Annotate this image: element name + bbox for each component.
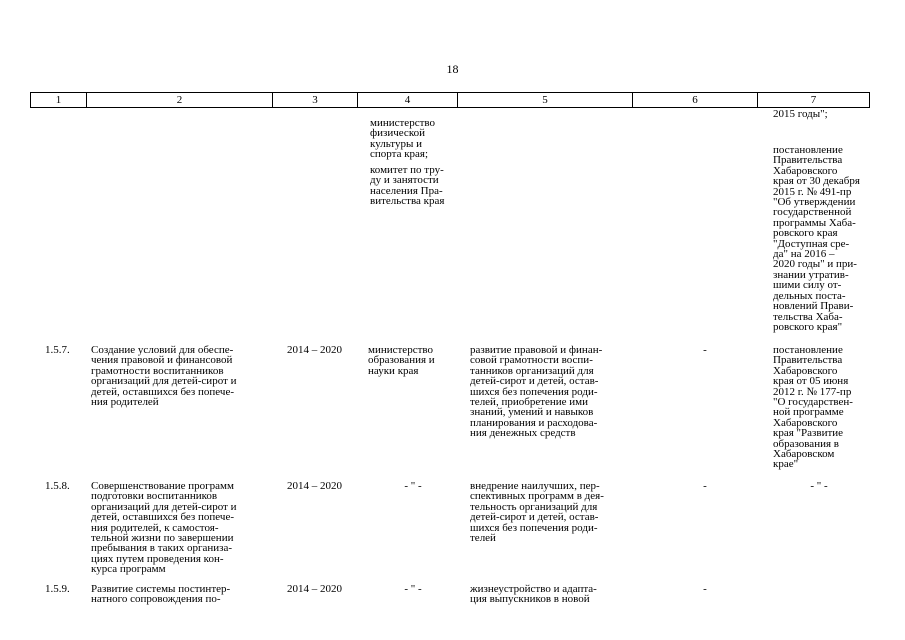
- row-name: Развитие системы постинтер- натного сопровождения по-: [91, 583, 231, 606]
- row-executor: - " -: [404, 583, 422, 595]
- row-executor: - " -: [404, 480, 422, 492]
- header-col-1: 1: [31, 93, 87, 107]
- table-header-row: [30, 92, 870, 108]
- header-col-2: 2: [87, 93, 273, 107]
- row-number: 1.5.7.: [45, 344, 70, 356]
- row-number: 1.5.8.: [45, 480, 70, 492]
- row-period: 2014 – 2020: [287, 583, 342, 595]
- row-basis: - " -: [810, 480, 828, 492]
- row-col6: -: [703, 344, 707, 356]
- row-name: Создание условий для обеспе- чения правовой и финансовой грамотности воспитанников организаций для детей-сирот и детей, оставшихся без попече- ния родителей: [91, 344, 237, 409]
- header-col-3: 3: [273, 93, 358, 107]
- executor-continued-2: комитет по тру- ду и занятости населения Пра- вительства края: [370, 164, 445, 208]
- row-result: развитие правовой и финан- совой грамотности воспи- танников организаций для детей-сирот и детей, остав- шихся без попечения роди- телей, приобретение ими знаний, умений и навыков планирования и расходова- ния денежных средств: [470, 344, 603, 440]
- row-col6: -: [703, 583, 707, 595]
- page-number: 18: [446, 62, 459, 76]
- basis-continued-1: 2015 годы";: [773, 108, 828, 120]
- row-result: внедрение наилучших, пер- спективных программ в дея- тельность организаций для детей-сирот и детей, остав- шихся без попечения роди- телей: [470, 480, 604, 545]
- header-col-7: 7: [810, 94, 817, 106]
- row-period: 2014 – 2020: [287, 344, 342, 356]
- row-name: Совершенствование программ подготовки воспитанников организаций для детей-сирот и детей, оставшихся без попече- ния родителей, к самостоя- тельной жизни по завершении пребывания в таких организа- циях путем проведения кон- курса программ: [91, 480, 237, 576]
- header-col-5: 5: [458, 93, 633, 107]
- row-number: 1.5.9.: [45, 583, 70, 595]
- executor-continued-1: министерство физической культуры и спорта края;: [370, 117, 436, 161]
- row-executor: министерство образования и науки края: [368, 344, 435, 377]
- header-col-6: 6: [633, 93, 758, 107]
- header-col-4: 4: [358, 93, 458, 107]
- row-col6: -: [703, 480, 707, 492]
- basis-continued-2: постановление Правительства Хабаровского края от 30 декабря 2015 г. № 491-пр "Об утверждении государственной программы Хаба- ровского края "Доступная сре- да" на 2016 – 2020 годы" и при- знании утратив- шими силу от- дельных поста- новлений Прави- тельства Хаба- ровского края": [773, 144, 860, 333]
- row-basis: постановление Правительства Хабаровского края от 05 июня 2012 г. № 177-пр "О государствен- ной программе Хабаровского края "Развитие образования в Хабаровском крае": [773, 344, 853, 471]
- row-period: 2014 – 2020: [287, 480, 342, 492]
- row-result: жизнеустройство и адапта- ция выпускников в новой: [470, 583, 597, 606]
